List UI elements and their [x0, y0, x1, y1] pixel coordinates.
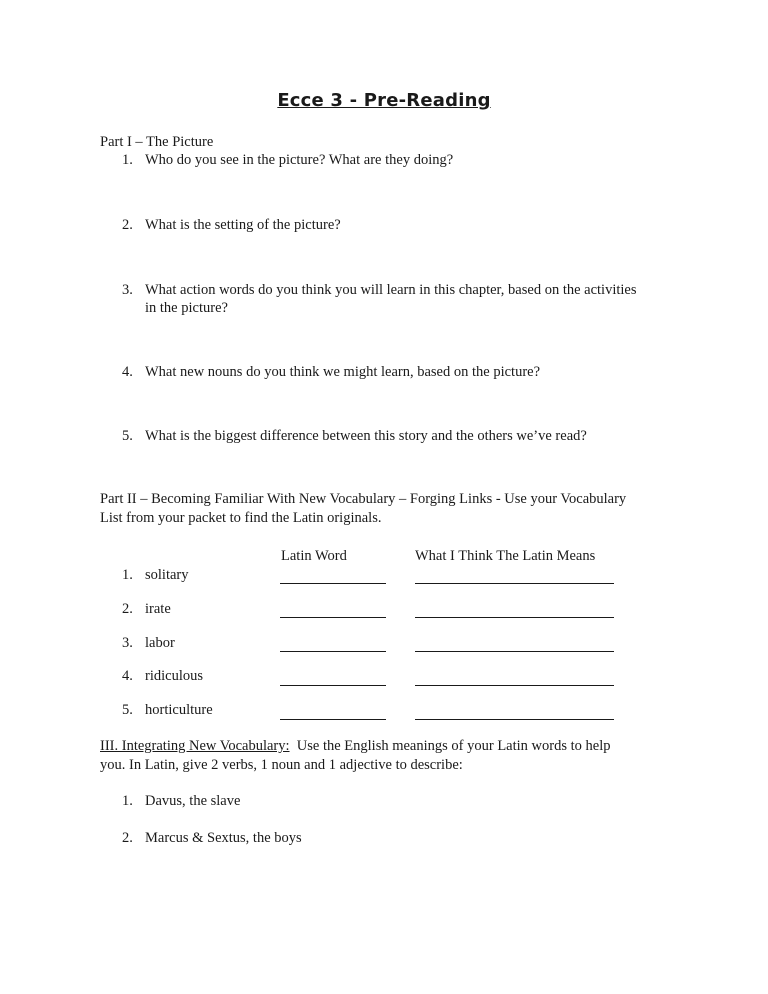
question-number: 4.: [122, 364, 133, 380]
item-number: 2.: [122, 830, 133, 846]
vocab-word: labor: [145, 635, 175, 651]
vocab-number: 3.: [122, 635, 133, 651]
vocab-word: horticulture: [145, 702, 213, 718]
item-number: 1.: [122, 793, 133, 809]
vocab-word: ridiculous: [145, 668, 203, 684]
part2-heading-line2: List from your packet to find the Latin originals.: [100, 510, 382, 526]
question-number: 3.: [122, 282, 133, 298]
latin-meaning-blank[interactable]: [415, 616, 614, 618]
question-text-continued: in the picture?: [145, 300, 228, 316]
column-header-latin-means: What I Think The Latin Means: [415, 548, 596, 564]
vocab-word: irate: [145, 601, 171, 617]
latin-word-blank[interactable]: [280, 616, 386, 618]
part2-heading-line1: Part II – Becoming Familiar With New Vocabulary – Forging Links - Use your Vocabulary: [100, 491, 627, 507]
page-title: Ecce 3 - Pre-Reading: [277, 90, 491, 111]
question-text: What is the biggest difference between this story and the others we’ve read?: [145, 428, 587, 444]
vocab-number: 2.: [122, 601, 133, 617]
latin-meaning-blank[interactable]: [415, 684, 614, 686]
question-number: 2.: [122, 217, 133, 233]
part1-heading: Part I – The Picture: [100, 134, 214, 150]
question-text: What action words do you think you will learn in this chapter, based on the activities: [145, 282, 637, 298]
latin-meaning-blank[interactable]: [415, 582, 614, 584]
question-number: 5.: [122, 428, 133, 444]
item-text: Marcus & Sextus, the boys: [145, 830, 302, 846]
question-text: What new nouns do you think we might learn, based on the picture?: [145, 364, 541, 380]
part3-instructions-line2: you. In Latin, give 2 verbs, 1 noun and 1 adjective to describe:: [100, 757, 463, 773]
latin-word-blank[interactable]: [280, 650, 386, 652]
part3-heading-line1: [100, 738, 610, 755]
latin-word-blank[interactable]: [280, 718, 386, 720]
vocab-number: 4.: [122, 668, 133, 684]
part3-instructions-line1: Use the English meanings of your Latin words to help: [296, 738, 611, 754]
column-header-latin-word: Latin Word: [281, 548, 347, 564]
question-number: 1.: [122, 152, 133, 168]
item-text: Davus, the slave: [145, 793, 241, 809]
vocab-number: 1.: [122, 567, 133, 583]
vocab-number: 5.: [122, 702, 133, 718]
question-text: Who do you see in the picture? What are they doing?: [145, 152, 454, 168]
latin-meaning-blank[interactable]: [415, 650, 614, 652]
latin-word-blank[interactable]: [280, 582, 386, 584]
latin-meaning-blank[interactable]: [415, 718, 614, 720]
part3-heading: III. Integrating New Vocabulary:: [100, 738, 290, 754]
vocab-word: solitary: [145, 567, 189, 583]
question-text: What is the setting of the picture?: [145, 217, 341, 233]
latin-word-blank[interactable]: [280, 684, 386, 686]
